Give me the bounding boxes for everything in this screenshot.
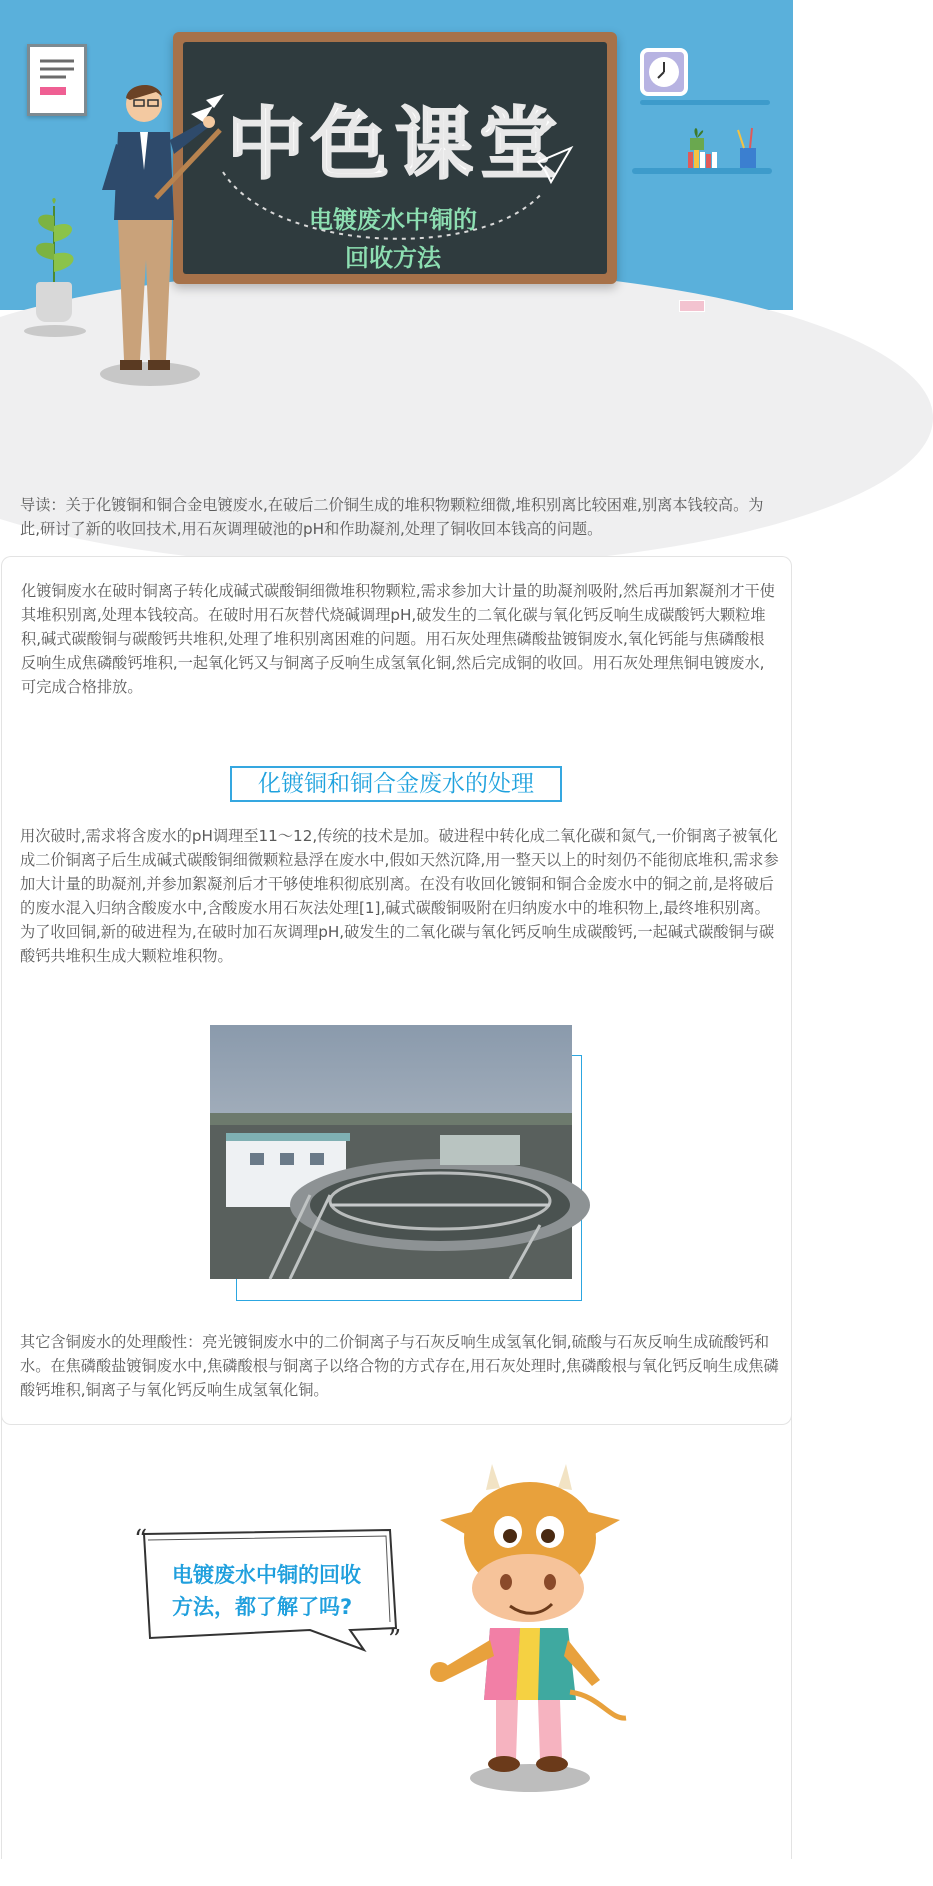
books-and-plant-icon — [680, 108, 780, 170]
intro-paragraph: 导读：关于化镀铜和铜合金电镀废水,在破后二价铜生成的堆积物颗粒细微,堆积别离比较困难,别离本钱较高。为此,研讨了新的收回技术,用石灰调理破池的pH和作助凝剂,处理了铜收回本钱高的问题。 — [20, 496, 764, 538]
section-paragraph-2: 为了收回铜,新的破进程为,在破时加石灰调理pH,破发生的二氧化碳与氧化钙反响生成碳酸钙,一起碱式碳酸铜与碳酸钙共堆积生成大颗粒堆积物。 — [20, 923, 775, 965]
clock-icon — [640, 48, 688, 96]
chalk-doodles-icon — [183, 42, 607, 274]
chalk-eraser — [679, 300, 705, 312]
plant-shadow — [24, 325, 86, 337]
potted-plant-icon — [22, 196, 86, 292]
teacher-illustration — [96, 80, 226, 380]
section-title: 化镀铜和铜合金废水的处理 — [230, 766, 562, 802]
wall-note-icon — [27, 44, 87, 116]
board-title: 中色课堂 — [226, 100, 563, 190]
bubble-line-2: 方法，都了解了吗? — [172, 1595, 353, 1619]
chalkboard-surface — [183, 42, 607, 274]
svg-text:“: “ — [134, 1525, 148, 1555]
board-subtitle-line2: 回收方法 — [345, 244, 441, 272]
chalkboard — [173, 32, 617, 284]
plant-pot — [36, 282, 72, 322]
summary-paragraph: 化镀铜废水在破时铜离子转化成碱式碳酸铜细微堆积物颗粒,需求参加大计量的助凝剂吸附,然后再加絮凝剂才干使其堆积别离,处理本钱较高。在破时用石灰替代烧碱调理pH,破发生的二氧化碳与氧化钙反响生成碳酸钙大颗粒堆积,碱式碳酸铜与碳酸钙共堆积,处理了堆积别离困难的问题。用石灰处理焦磷酸盐镀铜废水,氧化钙能与焦磷酸根反响生成焦磷酸钙堆积,一起氧化钙又与铜离子反响生成氢氧化铜,然后完成铜的收回。用石灰处理焦铜电镀废水,可完成合格排放。 — [21, 582, 775, 696]
board-subtitle-line1: 电镀废水中铜的 — [309, 206, 477, 234]
cow-mascot-illustration — [400, 1460, 650, 1800]
section-body — [20, 824, 780, 968]
wall-shelf-upper — [640, 100, 770, 105]
section-paragraph-1: 用次破时,需求将含废水的pH调理至11～12,传统的技术是加。破进程中转化成二氧化碳和氮气,一价铜离子被氧化成二价铜离子后生成碱式碳酸铜细微颗粒悬浮在废水中,假如天然沉降,用一整天以上的时刻仍不能彻底堆积,需求参加大计量的助凝剂,并参加絮凝剂后才干够使堆积彻底别离。在没有收回化镀铜和铜合金废水中的铜之前,是将破后的废水混入归纳含酸废水中,含酸废水用石灰法处理[1],碱式碳酸铜吸附在归纳废水中的堆积物上,最终堆积别离。 — [20, 827, 779, 917]
treatment-plant-photo — [210, 1025, 572, 1279]
bubble-text — [172, 1559, 392, 1623]
bubble-line-1: 电镀废水中铜的回收 — [172, 1563, 361, 1587]
closing-paragraph: 其它含铜废水的处理酸性：亮光镀铜废水中的二价铜离子与石灰反响生成氢氧化铜,硫酸与石灰反响生成硫酸钙和水。在焦磷酸盐镀铜废水中,焦磷酸根与铜离子以络合物的方式存在,用石灰处理时,焦磷酸根与氧化钙反响生成焦磷酸钙堆积,铜离子与氧化钙反响生成氢氧化铜。 — [20, 1333, 779, 1399]
svg-text:”: ” — [388, 1625, 402, 1655]
hero-banner — [0, 0, 793, 440]
